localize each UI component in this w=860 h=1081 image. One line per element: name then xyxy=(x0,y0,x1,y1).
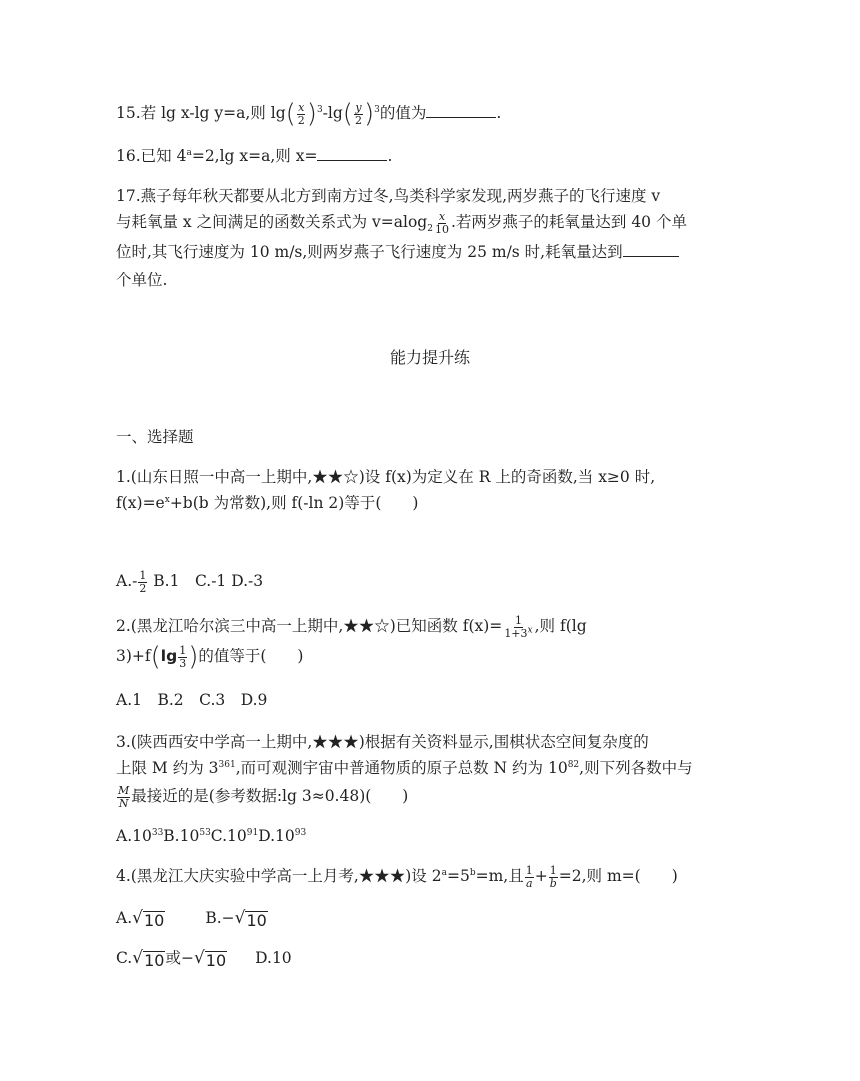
fraction-one-half: $\frac{1}{2}$ xyxy=(139,568,147,595)
question-3-line-2: 上限 M 约为 $3^{361}$,而可观测宇宙中普通物质的原子总数 N 约为 $10^{82}$,则下列各数中与 xyxy=(116,759,693,777)
part-title: 一、选择题 xyxy=(116,428,194,446)
question-3-line-3: $\frac{M}{N}$ 最接近的是(参考数据:lg 3≈0.48)( ) xyxy=(118,783,409,810)
sqrt-10: √ 10 xyxy=(234,908,267,930)
answer-blank[interactable] xyxy=(623,242,679,257)
fraction-x-over-10: $\frac{x}{10}$ xyxy=(434,209,449,236)
question-16: 16.已知 $4^a=2,\lg$ x=a,则 x= . xyxy=(116,147,393,165)
question-1-line-2: $f(x)=e^x+b(b$ 为常数),则 f(-ln 2)等于( ) xyxy=(116,494,419,512)
question-17-line-2: 与耗氧量 x 之间满足的函数关系式为 v=alog$_2$ $\frac{x}{10}$ .若两岁燕子的耗氧量达到 40 个单 xyxy=(116,209,687,236)
question-4-options-cd: C. √ 10 或− √ 10 D.10 xyxy=(116,948,292,970)
question-17-line-3: 位时,其飞行速度为 10 m/s,则两岁燕子飞行速度为 25 m/s 时,耗氧量达到 xyxy=(116,240,679,264)
answer-blank[interactable] xyxy=(426,103,496,118)
question-4-line-1: 4.(黑龙江大庆实验中学高一上月考,★★★)设 $2^a=5^b=m$,且 $\frac{1}{a}$ + $\frac{1}{b}$ =2,则 m=( ) xyxy=(116,863,678,890)
fraction-one-over-b: $\frac{1}{b}$ xyxy=(549,863,557,890)
question-4-options-ab: A. √ 10 B.− √ 10 xyxy=(116,908,267,930)
question-1-line-1: 1.(山东日照一中高一上期中,★★☆)设 f(x)为定义在 R 上的奇函数,当 x≥0 时, xyxy=(116,468,656,486)
sqrt-10: √ 10 xyxy=(132,948,165,970)
question-17-line-4: 个单位. xyxy=(116,271,168,289)
question-2-line-2: 3)+f(lg $\frac{1}{3}$ )的值等于( ) xyxy=(116,642,304,672)
question-17-line-1: 17.燕子每年秋天都要从北方到南方过冬,鸟类科学家发现,两岁燕子的飞行速度 v xyxy=(116,187,661,205)
sqrt-10: √ 10 xyxy=(132,908,165,930)
fraction-x-over-2: $\frac{x}{2}$ xyxy=(297,100,305,127)
question-1-options: A.- $\frac{1}{2}$ B.1 C.-1 D.-3 xyxy=(116,568,264,595)
section-title: 能力提升练 xyxy=(389,348,470,367)
fraction-one-third: $\frac{1}{3}$ xyxy=(179,643,187,670)
question-2-options: A.1 B.2 C.3 D.9 xyxy=(116,691,268,709)
sqrt-10: √ 10 xyxy=(193,948,227,970)
fraction-y-over-2: $\frac{y}{2}$ xyxy=(354,100,362,127)
fraction-function: $\frac{1}{1+3^x}$ xyxy=(504,613,533,640)
question-15: 15.若 lg x-lg y=a,则 lg( $\frac{x}{2}$ )$^3$-lg( $\frac{y}{2}$ )$^3$的值为 . xyxy=(116,99,502,129)
fraction-one-over-a: $\frac{1}{a}$ xyxy=(525,863,533,890)
question-3-line-1: 3.(陕西西安中学高一上期中,★★★)根据有关资料显示,围棋状态空间复杂度的 xyxy=(116,733,649,751)
fraction-m-over-n: $\frac{M}{N}$ xyxy=(118,783,130,810)
question-3-options: $A.10^{33}B.10^{53}C.10^{91}D.10^{93}$ xyxy=(116,827,307,845)
answer-blank[interactable] xyxy=(317,146,387,161)
question-2-line-1: 2.(黑龙江哈尔滨三中高一上期中,★★☆)已知函数 f(x)= $\frac{1}{1+3^x}$ ,则 f(lg xyxy=(116,613,587,640)
